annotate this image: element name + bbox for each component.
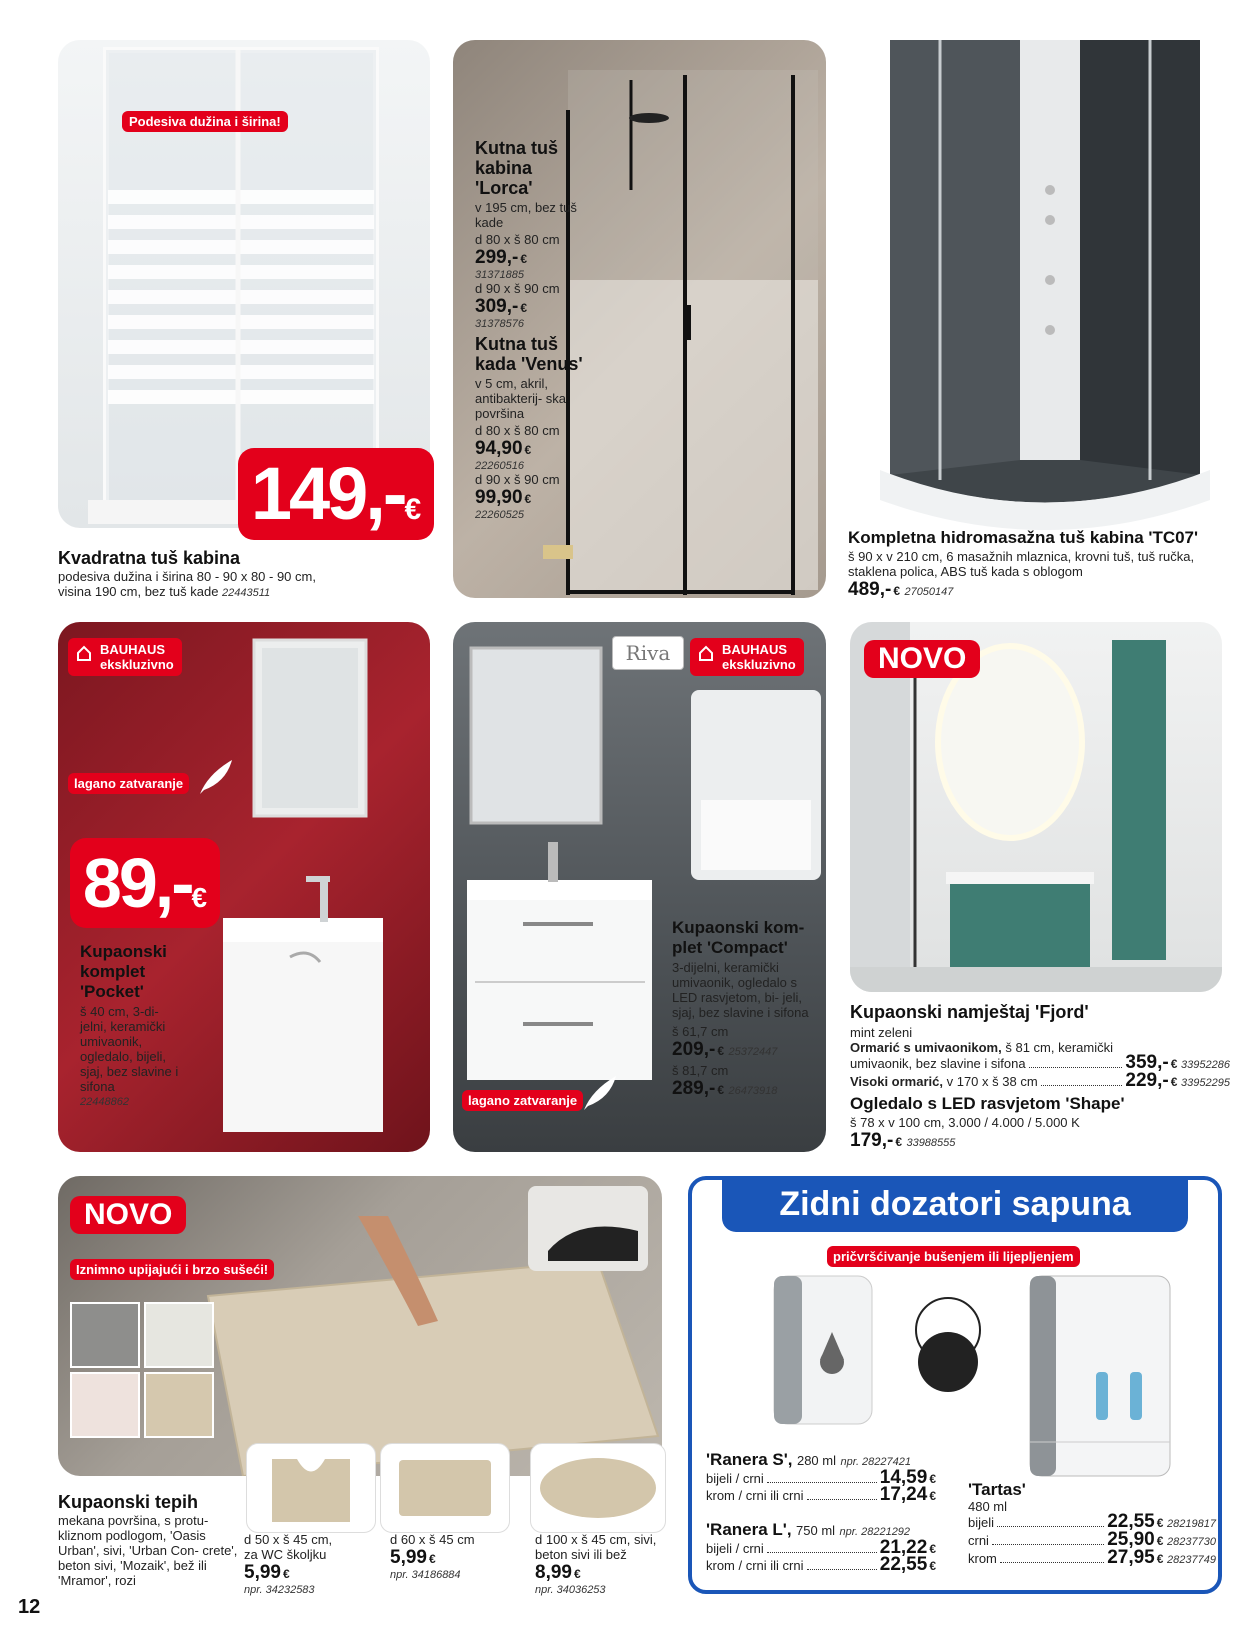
big-price-currency: € [191,882,208,913]
fjord-item-cur: € [1170,1057,1178,1071]
rug-novo-badge: NOVO [70,1196,186,1234]
fjord-item-label: Ormarić s umivaonikom, [850,1040,1002,1055]
tc07-title: Kompletna hidromasažna tuš kabina 'TC07' [848,528,1199,547]
rug-absorbent-tag: Iznimno upijajući i brzo sušeći! [70,1259,274,1280]
row-label: bijeli / crni [706,1541,764,1556]
rug-size-label2: za WC školjku [244,1547,327,1562]
tc07-desc: š 90 x v 210 cm, 6 masažnih mlaznica, krovni tuš, tuš ručka, [848,549,1195,564]
rug-size [244,1532,374,1596]
ranera-s-block [706,1450,936,1504]
ranera-s-art: npr. 28227421 [840,1456,911,1468]
fjord-item [850,1040,1230,1055]
price-row [968,1511,1216,1532]
mirror-cur: € [895,1135,902,1149]
row-price: 25,90 [1107,1529,1155,1550]
rug-size-price: 5,99 [390,1547,427,1568]
lorca-variant-size: d 90 x š 90 cm [475,281,560,296]
venus-variant-size: d 90 x š 90 cm [475,472,560,487]
fjord-item-art: 33952286 [1181,1059,1230,1071]
tc07-desc2: staklena polica, ABS tuš kada s oblogom [848,564,1083,579]
rug-swatch-pink [70,1372,140,1438]
ranera-s-vol: 280 ml [796,1453,836,1468]
lorca-variant-art: 31378576 [475,318,524,330]
compact-desc: 3-dijelni, keramički umivaonik, ogledalo s LED rasvjetom, bi- jeli, sjaj, bez slavine i sifona [672,960,809,1020]
rug-swatch-grey [70,1302,140,1368]
house-icon [76,645,92,661]
tc07-cur: € [893,584,900,598]
dotted-leader [767,1482,877,1483]
pocket-soft-close-tag: lagano zatvaranje [68,773,189,794]
rug-thumb-wc [246,1443,376,1533]
square-shower-desc: podesiva dužina i širina 80 - 90 x 80 - 90 cm, [58,569,316,584]
compact-variant-cur: € [717,1083,724,1097]
ranera-dispenser-image [772,1272,877,1427]
square-shower-big-price [238,448,434,540]
venus-variant-price: 94,90 [475,438,523,459]
square-shower-info [58,547,438,601]
ranera-l-vol: 750 ml [796,1523,836,1538]
row-cur: € [1156,1534,1164,1548]
compact-variant-size: š 81,7 cm [672,1063,729,1078]
row-cur: € [1156,1516,1164,1530]
black-swatch [914,1290,982,1394]
rug-size-price: 5,99 [244,1562,281,1583]
tc07-photo [880,30,1210,530]
fjord-novo-badge: NOVO [864,640,980,678]
bauhaus-line2: ekskluzivno [722,657,796,672]
mirror-title: Ogledalo s LED rasvjetom 'Shape' [850,1094,1125,1113]
compact-variant [672,1024,822,1061]
dotted-leader [1029,1067,1123,1068]
lorca-title: Kutna tuš kabina 'Lorca' [475,138,558,198]
rug-size-cur: € [428,1552,436,1566]
fjord-item-art: 33952295 [1181,1077,1230,1089]
fjord-title: Kupaonski namještaj 'Fjord' [850,1002,1089,1022]
tc07-art: 27050147 [904,586,954,598]
soap-mount-tag: pričvršćivanje bušenjem ili lijepljenjem [827,1246,1080,1267]
mirror-price: 179,- [850,1130,894,1151]
row-label: crni [968,1533,989,1548]
soap-heading-banner [722,1176,1188,1232]
fjord-item-detail2: umivaonik, bez slavine i sifona [850,1056,1026,1071]
fjord-color: mint zeleni [850,1025,913,1040]
venus-variant [475,472,585,521]
big-price-value: 149,- [250,452,405,535]
row-cur: € [929,1489,936,1503]
square-shower-title: Kvadratna tuš kabina [58,548,241,568]
compact-soft-close-tag: lagano zatvaranje [462,1090,583,1111]
pocket-art: 22448862 [80,1096,129,1108]
tc07-price: 489,- [848,579,892,600]
rug-size-label: d 50 x š 45 cm, [244,1532,333,1547]
lorca-variant-art: 31371885 [475,269,524,281]
rug-size-cur: € [282,1567,290,1581]
venus-variant-cur: € [524,492,532,506]
venus-desc: v 5 cm, akril, antibakterij- ska površina [475,376,567,421]
fjord-item-cur: € [1170,1075,1178,1089]
row-price: 17,24 [879,1484,928,1505]
fjord-item-price: 229,- [1125,1070,1169,1091]
adjustable-tag: Podesiva dužina i širina! [122,111,288,132]
dotted-leader [997,1526,1104,1527]
pocket-big-price [70,838,220,928]
lorca-variant-price: 299,- [475,247,519,268]
row-price: 27,95 [1107,1547,1155,1568]
tartas-name: 'Tartas' [968,1480,1026,1499]
rug-swatch-mosaic [144,1372,214,1438]
compact-variant-art: 25372447 [728,1046,778,1058]
rug-size [390,1532,520,1581]
price-row [968,1529,1216,1550]
rug-size-art: npr. 34232583 [244,1584,315,1596]
fjord-item-label: Visoki ormarić, [850,1074,943,1089]
compact-title: Kupaonski kom- plet 'Compact' [672,918,805,957]
venus-variant-price: 99,90 [475,487,523,508]
lorca-variant-size: d 80 x š 80 cm [475,232,560,247]
compact-bauhaus-badge [690,638,804,676]
venus-variant [475,423,585,472]
price-row [706,1484,936,1505]
rug-desc: mekana površina, s protu- kliznom podlogom, 'Oasis Urban', sivi, 'Urban Con- crete', beton sivi, 'Mozaik', bež ili 'Mramor', rozi [58,1513,238,1588]
row-cur: € [929,1542,936,1556]
rug-size-label2: beton sivi ili bež [535,1547,627,1562]
lorca-variant-cur: € [520,301,527,315]
rug-thumb-rect [380,1443,510,1533]
lorca-variant-price: 309,- [475,296,519,317]
tartas-vol: 480 ml [968,1499,1008,1514]
compact-variant-art: 26473918 [728,1085,778,1097]
compact-info [672,918,822,1100]
rug-size-label: d 60 x š 45 cm [390,1532,475,1547]
fjord-item-row [850,1070,1230,1091]
mirror-art: 33988555 [906,1137,956,1149]
big-price-value: 89,- [82,844,192,922]
page-number: 12 [18,1596,41,1618]
dotted-leader [807,1499,877,1500]
rug-thumb-oval [530,1443,666,1533]
dotted-leader [992,1544,1104,1545]
big-price-currency: € [404,493,422,526]
dotted-leader [1000,1562,1104,1563]
row-label: krom / crni ili crni [706,1558,804,1573]
pocket-bauhaus-badge [68,638,182,676]
venus-title: Kutna tuš kada 'Venus' [475,334,583,374]
row-art: 28237730 [1167,1536,1216,1548]
ranera-s-name: 'Ranera S', [706,1450,793,1469]
pocket-desc: š 40 cm, 3-di- jelni, keramički umivaonik, ogledalo, bijeli, sjaj, bez slavine i sifona [80,1004,179,1094]
lorca-variant-cur: € [520,252,527,266]
venus-variant-art: 22260516 [475,460,524,472]
ranera-l-block [706,1520,936,1574]
compact-variant-price: 209,- [672,1039,716,1060]
dotted-leader [767,1552,877,1553]
mirror-desc: š 78 x v 100 cm, 3.000 / 4.000 / 5.000 K [850,1115,1080,1130]
compact-variant-price: 289,- [672,1078,716,1099]
row-price: 21,22 [879,1537,928,1558]
rug-size-price: 8,99 [535,1562,572,1583]
fjord-item-row [850,1052,1230,1073]
square-shower-desc2: visina 190 cm, bez tuš kade [58,584,219,599]
bauhaus-line1: BAUHAUS [722,642,787,657]
ranera-l-art: npr. 28221292 [839,1526,911,1538]
row-label: bijeli [968,1515,995,1530]
pocket-info [80,942,180,1108]
venus-variant-cur: € [524,443,532,457]
square-shower-art: 22443511 [222,587,271,599]
row-art: 28219817 [1167,1518,1216,1530]
rug-size-cur: € [573,1567,581,1581]
fjord-item-detail: š 81 cm, keramički [1005,1040,1113,1055]
row-cur: € [1156,1552,1164,1566]
rug-swatch-leaf [144,1302,214,1368]
row-label: bijeli / crni [706,1471,764,1486]
fjord-item-detail: v 170 x š 38 cm [946,1074,1038,1089]
lorca-variant [475,281,585,330]
ranera-l-name: 'Ranera L', [706,1520,792,1539]
tc07-info [848,527,1228,601]
soap-box [688,1176,1222,1594]
tartas-block [968,1480,1216,1568]
rug-title: Kupaonski tepih [58,1492,199,1512]
price-row [968,1547,1216,1568]
venus-variant-size: d 80 x š 80 cm [475,423,560,438]
lorca-desc: v 195 cm, bez tuš kade [475,200,577,230]
row-art: 28237749 [1167,1554,1216,1566]
bauhaus-line2: ekskluzivno [100,657,174,672]
dotted-leader [1041,1085,1123,1086]
compact-variant-cur: € [717,1044,724,1058]
row-cur: € [929,1472,936,1486]
dotted-leader [807,1569,877,1570]
rug-info [58,1491,238,1588]
riva-brand-text: Riva [625,641,671,665]
house-icon [698,645,714,661]
row-label: krom [968,1551,997,1566]
rug-size-label: d 100 x š 45 cm, sivi, [535,1532,657,1547]
soap-heading: Zidni dozatori sapuna [779,1185,1131,1223]
price-row [706,1554,936,1575]
fjord-info [850,1001,1230,1152]
lorca-variant [475,232,585,281]
feather-icon [198,756,236,796]
feather-icon [582,1072,620,1112]
riva-logo [612,636,684,670]
compact-variant-size: š 61,7 cm [672,1024,729,1039]
row-price: 22,55 [879,1554,928,1575]
tartas-dispenser-image [1026,1272,1176,1482]
venus-variant-art: 22260525 [475,509,524,521]
rug-size-art: npr. 34036253 [535,1584,606,1596]
compact-variant [672,1063,822,1100]
rug-size-art: npr. 34186884 [390,1569,461,1581]
row-cur: € [929,1559,936,1573]
pocket-title: Kupaonski komplet 'Pocket' [80,942,167,1001]
row-price: 22,55 [1107,1511,1155,1532]
lorca-info [475,138,585,521]
row-label: krom / crni ili crni [706,1488,804,1503]
rug-size [535,1532,675,1596]
row-price: 14,59 [879,1467,928,1488]
bauhaus-line1: BAUHAUS [100,642,165,657]
fjord-item-price: 359,- [1125,1052,1169,1073]
